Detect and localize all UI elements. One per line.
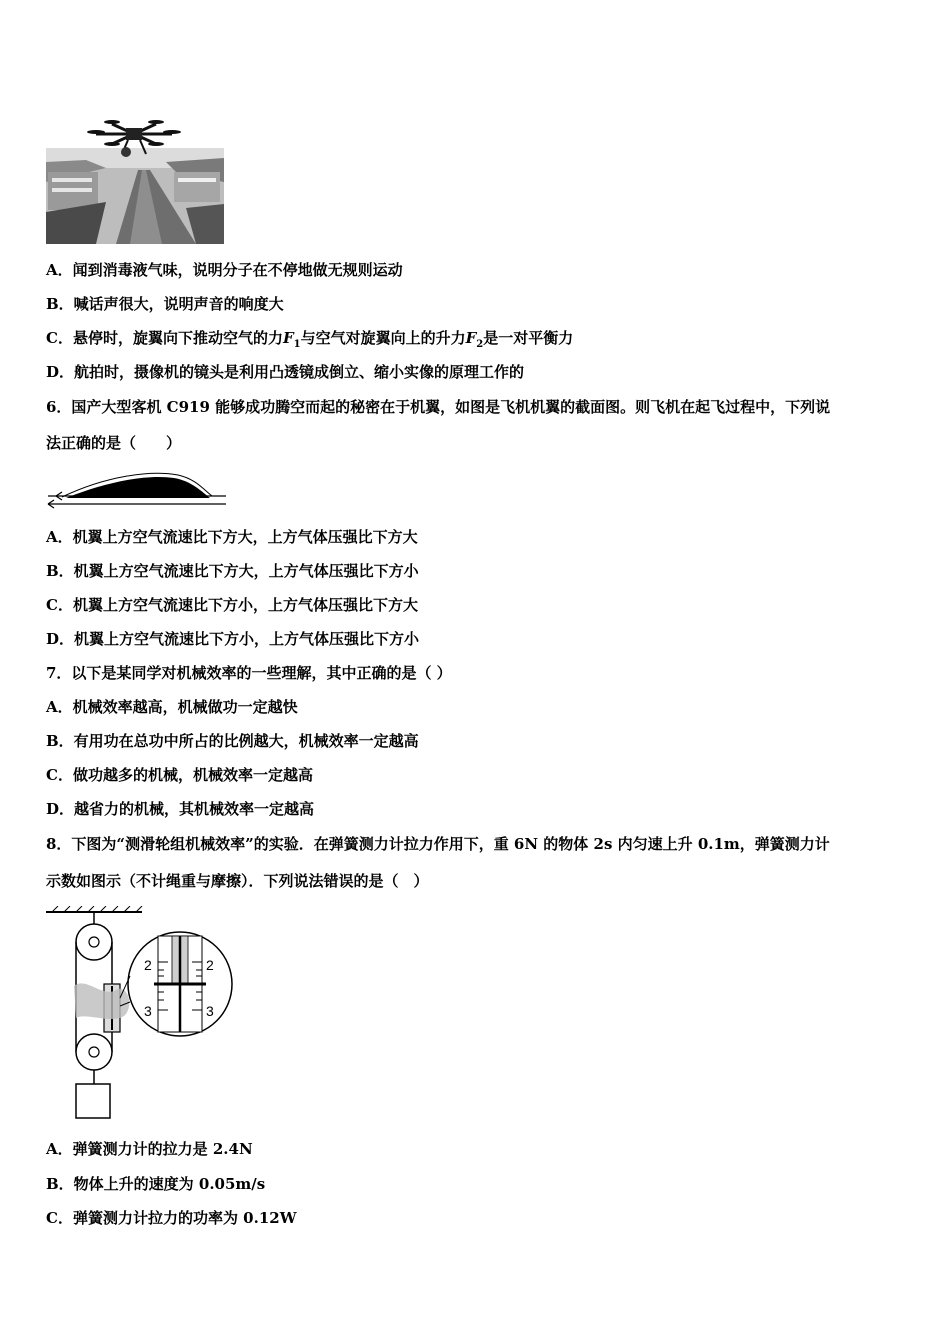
q6-stem-line1: 6．国产大型客机 C919 能够成功腾空而起的秘密在于机翼，如图是飞机机翼的截面图。则飞机在起飞过程中，下列说 (46, 398, 831, 416)
q6-option-c[interactable]: C．机翼上方空气流速比下方小，上方气体压强比下方大 (46, 596, 418, 614)
q8-option-c[interactable]: C．弹簧测力计拉力的功率为 0.12W (46, 1209, 297, 1227)
pulley-system-diagram (46, 906, 238, 1124)
scale-label-left-2: 2 (144, 957, 152, 973)
force-f2-subscript: 2 (476, 339, 484, 350)
q5-option-b[interactable]: B．喊话声很大，说明声音的响度大 (46, 295, 284, 313)
q5-option-d[interactable]: D．航拍时，摄像机的镜头是利用凸透镜成倒立、缩小实像的原理工作的 (46, 363, 525, 381)
drone-photo (46, 112, 224, 244)
q6-option-d[interactable]: D．机翼上方空气流速比下方小，上方气体压强比下方小 (46, 630, 420, 648)
wing-cross-section-diagram (46, 472, 230, 516)
q5-option-c-text-3: 是一对平衡力 (483, 329, 574, 347)
force-f1-subscript: 1 (293, 339, 301, 350)
q7-stem: 7．以下是某同学对机械效率的一些理解，其中正确的是（ ） (46, 664, 452, 682)
q5-option-c-text-1: C．悬停时，旋翼向下推动空气的力 (46, 329, 283, 347)
scale-label-right-2: 2 (206, 957, 214, 973)
q6-stem-line2: 法正确的是（ ） (46, 434, 182, 452)
q7-option-c[interactable]: C．做功越多的机械，机械效率一定越高 (46, 766, 313, 784)
force-f2-symbol: F (465, 329, 477, 347)
q6-option-b[interactable]: B．机翼上方空气流速比下方大，上方气体压强比下方小 (46, 562, 419, 580)
q7-option-d[interactable]: D．越省力的机械，其机械效率一定越高 (46, 800, 315, 818)
q8-stem-line1: 8．下图为“测滑轮组机械效率”的实验．在弹簧测力计拉力作用下，重 6N 的物体 2s 内匀速上升 0.1m，弹簧测力计 (46, 835, 830, 853)
q8-option-b[interactable]: B．物体上升的速度为 0.05m/s (46, 1175, 266, 1193)
q7-option-b[interactable]: B．有用功在总功中所占的比例越大，机械效率一定越高 (46, 732, 419, 750)
q5-option-a[interactable]: A．闻到消毒液气味，说明分子在不停地做无规则运动 (46, 261, 403, 279)
q8-stem-line2: 示数如图示（不计绳重与摩擦）．下列说法错误的是（ ） (46, 872, 429, 890)
q6-option-a[interactable]: A．机翼上方空气流速比下方大，上方气体压强比下方大 (46, 528, 418, 546)
q5-option-c[interactable] (46, 328, 573, 355)
force-f1-symbol: F (282, 329, 294, 347)
q7-option-a[interactable]: A．机械效率越高，机械做功一定越快 (46, 698, 298, 716)
q5-option-c-text-2: 与空气对旋翼向上的升力 (300, 329, 466, 347)
q8-option-a[interactable]: A．弹簧测力计的拉力是 2.4N (46, 1140, 253, 1158)
scale-label-left-3: 3 (144, 1003, 152, 1019)
scale-label-right-3: 3 (206, 1003, 214, 1019)
